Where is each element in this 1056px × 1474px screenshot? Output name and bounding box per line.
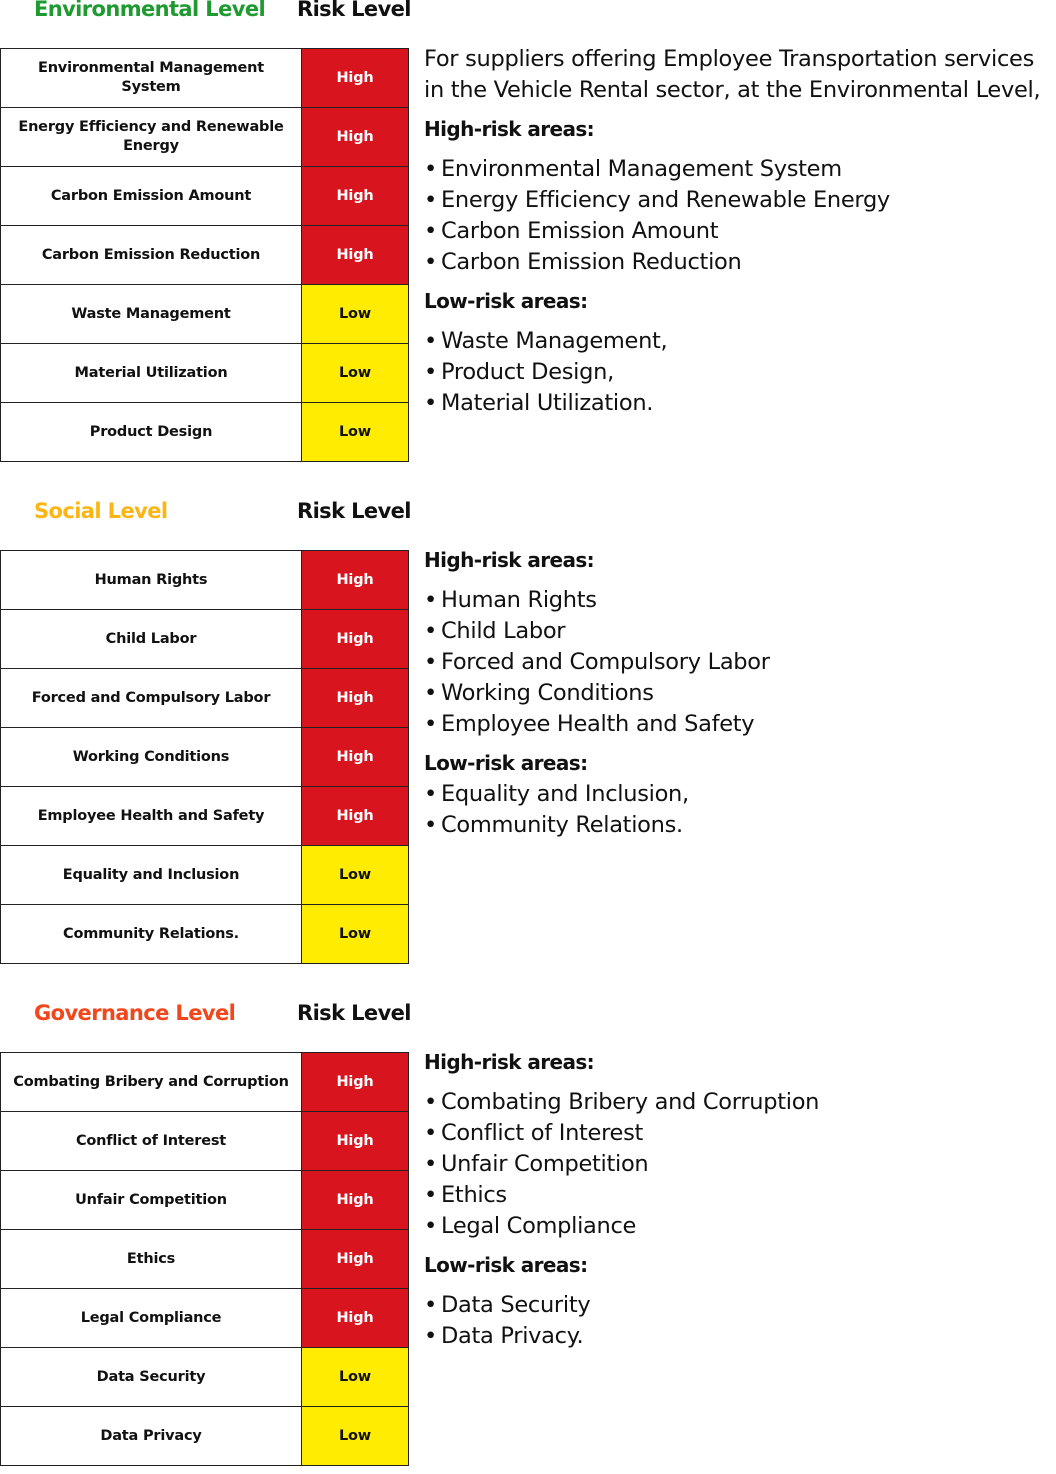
risk-area-cell: Legal Compliance bbox=[1, 1289, 302, 1348]
high-risk-list bbox=[424, 154, 1056, 278]
list-item-text: Energy Efficiency and Renewable Energy bbox=[441, 187, 890, 213]
high-risk-heading: High-risk areas: bbox=[424, 117, 595, 141]
bullet-icon: • bbox=[424, 1323, 437, 1349]
list-item-text: Ethics bbox=[441, 1182, 507, 1208]
list-item bbox=[424, 779, 1056, 810]
risk-level-cell: Low bbox=[302, 846, 409, 905]
risk-level-cell: Low bbox=[302, 905, 409, 964]
summary-intro-line: For suppliers offering Employee Transportation services bbox=[424, 46, 1034, 72]
bullet-icon: • bbox=[424, 1151, 437, 1177]
risk-level-cell: Low bbox=[302, 285, 409, 344]
risk-level-cell: Low bbox=[302, 1407, 409, 1466]
risk-area-cell: Material Utilization bbox=[1, 344, 302, 403]
risk-level-cell: High bbox=[302, 1230, 409, 1289]
table-row bbox=[1, 226, 409, 285]
bullet-icon: • bbox=[424, 156, 437, 182]
list-item bbox=[424, 216, 1056, 247]
risk-level-cell: High bbox=[302, 669, 409, 728]
table-row bbox=[1, 669, 409, 728]
list-item bbox=[424, 810, 1056, 841]
bullet-icon: • bbox=[424, 390, 437, 416]
list-item bbox=[424, 326, 1056, 357]
risk-area-cell: Data Privacy bbox=[1, 1407, 302, 1466]
governance-risk-table bbox=[0, 1052, 409, 1466]
list-item bbox=[424, 616, 1056, 647]
bullet-icon: • bbox=[424, 587, 437, 613]
list-item-text: Equality and Inclusion, bbox=[441, 781, 689, 807]
risk-level-cell: High bbox=[302, 1289, 409, 1348]
list-item bbox=[424, 357, 1056, 388]
bullet-icon: • bbox=[424, 812, 437, 838]
risk-level-cell: High bbox=[302, 1112, 409, 1171]
risk-area-cell: Forced and Compulsory Labor bbox=[1, 669, 302, 728]
social-risk-table bbox=[0, 550, 409, 964]
bullet-icon: • bbox=[424, 680, 437, 706]
list-item-text: Data Privacy. bbox=[441, 1323, 584, 1349]
list-item bbox=[424, 709, 1056, 740]
risk-area-cell: Ethics bbox=[1, 1230, 302, 1289]
table-row bbox=[1, 1230, 409, 1289]
table-row bbox=[1, 403, 409, 462]
list-item bbox=[424, 185, 1056, 216]
list-item bbox=[424, 585, 1056, 616]
table-row bbox=[1, 1053, 409, 1112]
environmental-risk-level-header: Risk Level bbox=[297, 0, 411, 21]
risk-level-cell: High bbox=[302, 1171, 409, 1230]
risk-area-cell: Product Design bbox=[1, 403, 302, 462]
list-item-text: Employee Health and Safety bbox=[441, 711, 755, 737]
list-item bbox=[424, 1118, 1056, 1149]
risk-area-cell: Conflict of Interest bbox=[1, 1112, 302, 1171]
list-item-text: Legal Compliance bbox=[441, 1213, 637, 1239]
list-item bbox=[424, 1087, 1056, 1118]
list-item bbox=[424, 1290, 1056, 1321]
table-row bbox=[1, 610, 409, 669]
low-risk-list bbox=[424, 779, 1056, 841]
bullet-icon: • bbox=[424, 1182, 437, 1208]
list-item bbox=[424, 388, 1056, 419]
low-risk-list bbox=[424, 326, 1056, 419]
bullet-icon: • bbox=[424, 1089, 437, 1115]
bullet-icon: • bbox=[424, 1120, 437, 1146]
risk-level-cell: High bbox=[302, 551, 409, 610]
high-risk-list bbox=[424, 585, 1056, 740]
bullet-icon: • bbox=[424, 328, 437, 354]
list-item-text: Community Relations. bbox=[441, 812, 683, 838]
social-summary bbox=[424, 545, 1056, 841]
environmental-section-title: Environmental Level bbox=[34, 0, 266, 21]
risk-area-cell: Human Rights bbox=[1, 551, 302, 610]
environmental-summary bbox=[424, 44, 1056, 419]
list-item-text: Data Security bbox=[441, 1292, 591, 1318]
risk-level-cell: Low bbox=[302, 1348, 409, 1407]
risk-area-cell: Unfair Competition bbox=[1, 1171, 302, 1230]
risk-level-cell: Low bbox=[302, 344, 409, 403]
list-item-text: Conflict of Interest bbox=[441, 1120, 644, 1146]
list-item-text: Product Design, bbox=[441, 359, 614, 385]
list-item bbox=[424, 678, 1056, 709]
table-row bbox=[1, 167, 409, 226]
list-item bbox=[424, 1180, 1056, 1211]
high-risk-heading: High-risk areas: bbox=[424, 1050, 595, 1074]
list-item-text: Carbon Emission Amount bbox=[441, 218, 719, 244]
environmental-risk-table bbox=[0, 48, 409, 462]
summary-intro-line: in the Vehicle Rental sector, at the Environmental Level, bbox=[424, 77, 1041, 103]
bullet-icon: • bbox=[424, 649, 437, 675]
risk-area-cell: Equality and Inclusion bbox=[1, 846, 302, 905]
risk-area-cell: Child Labor bbox=[1, 610, 302, 669]
governance-summary bbox=[424, 1047, 1056, 1352]
list-item-text: Material Utilization. bbox=[441, 390, 654, 416]
risk-area-cell: Combating Bribery and Corruption bbox=[1, 1053, 302, 1112]
bullet-icon: • bbox=[424, 618, 437, 644]
table-row bbox=[1, 551, 409, 610]
list-item-text: Human Rights bbox=[441, 587, 597, 613]
risk-area-cell: Environmental Management System bbox=[1, 49, 302, 108]
low-risk-heading: Low-risk areas: bbox=[424, 1253, 588, 1277]
risk-area-cell: Community Relations. bbox=[1, 905, 302, 964]
risk-level-cell: High bbox=[302, 49, 409, 108]
list-item bbox=[424, 1149, 1056, 1180]
table-row bbox=[1, 285, 409, 344]
table-row bbox=[1, 344, 409, 403]
risk-level-cell: Low bbox=[302, 403, 409, 462]
bullet-icon: • bbox=[424, 1292, 437, 1318]
list-item-text: Waste Management, bbox=[441, 328, 668, 354]
risk-area-cell: Employee Health and Safety bbox=[1, 787, 302, 846]
governance-risk-level-header: Risk Level bbox=[297, 1001, 411, 1025]
low-risk-heading: Low-risk areas: bbox=[424, 289, 588, 313]
table-row bbox=[1, 1112, 409, 1171]
social-section-title: Social Level bbox=[34, 499, 168, 523]
low-risk-list bbox=[424, 1290, 1056, 1352]
risk-area-cell: Energy Efficiency and Renewable Energy bbox=[1, 108, 302, 167]
list-item-text: Combating Bribery and Corruption bbox=[441, 1089, 820, 1115]
high-risk-list bbox=[424, 1087, 1056, 1242]
table-row bbox=[1, 49, 409, 108]
list-item-text: Forced and Compulsory Labor bbox=[441, 649, 770, 675]
list-item bbox=[424, 247, 1056, 278]
risk-level-cell: High bbox=[302, 787, 409, 846]
table-row bbox=[1, 1289, 409, 1348]
governance-section-title: Governance Level bbox=[34, 1001, 236, 1025]
bullet-icon: • bbox=[424, 781, 437, 807]
table-row bbox=[1, 787, 409, 846]
low-risk-heading: Low-risk areas: bbox=[424, 751, 588, 775]
risk-level-cell: High bbox=[302, 610, 409, 669]
table-row bbox=[1, 905, 409, 964]
list-item bbox=[424, 647, 1056, 678]
list-item-text: Environmental Management System bbox=[441, 156, 842, 182]
list-item-text: Carbon Emission Reduction bbox=[441, 249, 742, 275]
social-risk-level-header: Risk Level bbox=[297, 499, 411, 523]
bullet-icon: • bbox=[424, 359, 437, 385]
bullet-icon: • bbox=[424, 249, 437, 275]
risk-level-cell: High bbox=[302, 108, 409, 167]
risk-area-cell: Carbon Emission Reduction bbox=[1, 226, 302, 285]
list-item bbox=[424, 154, 1056, 185]
bullet-icon: • bbox=[424, 218, 437, 244]
risk-area-cell: Carbon Emission Amount bbox=[1, 167, 302, 226]
bullet-icon: • bbox=[424, 1213, 437, 1239]
risk-level-cell: High bbox=[302, 1053, 409, 1112]
risk-area-cell: Working Conditions bbox=[1, 728, 302, 787]
table-row bbox=[1, 1407, 409, 1466]
list-item-text: Child Labor bbox=[441, 618, 566, 644]
bullet-icon: • bbox=[424, 187, 437, 213]
table-row bbox=[1, 846, 409, 905]
table-row bbox=[1, 108, 409, 167]
risk-level-cell: High bbox=[302, 226, 409, 285]
table-row bbox=[1, 728, 409, 787]
risk-level-cell: High bbox=[302, 167, 409, 226]
list-item-text: Working Conditions bbox=[441, 680, 654, 706]
table-row bbox=[1, 1348, 409, 1407]
risk-area-cell: Waste Management bbox=[1, 285, 302, 344]
table-row bbox=[1, 1171, 409, 1230]
bullet-icon: • bbox=[424, 711, 437, 737]
list-item bbox=[424, 1211, 1056, 1242]
risk-area-cell: Data Security bbox=[1, 1348, 302, 1407]
list-item-text: Unfair Competition bbox=[441, 1151, 649, 1177]
high-risk-heading: High-risk areas: bbox=[424, 548, 595, 572]
list-item bbox=[424, 1321, 1056, 1352]
risk-level-cell: High bbox=[302, 728, 409, 787]
